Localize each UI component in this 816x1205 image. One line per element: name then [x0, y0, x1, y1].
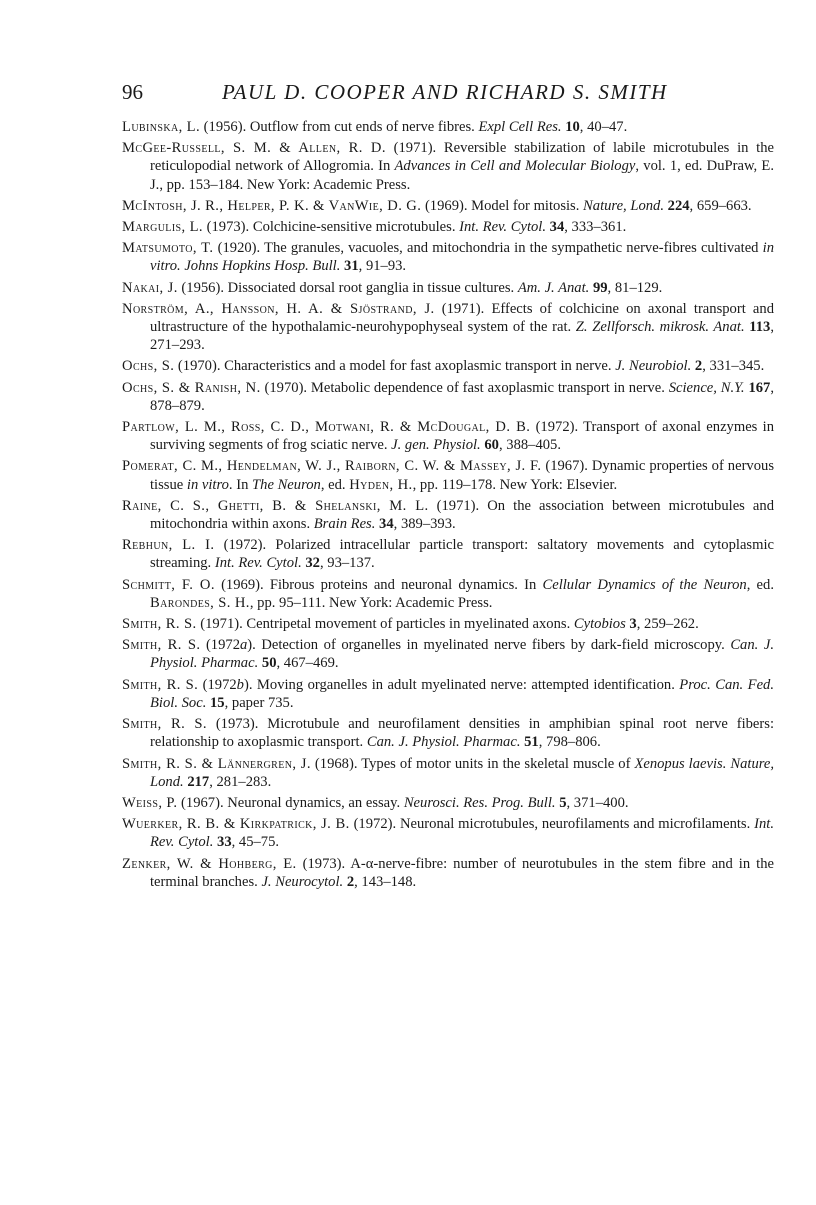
reference-text: (1973). A-α-nerve-fibre: number of neurotubules in the stem fibre and in the terminal branches. [150, 855, 774, 890]
reference-journal: Xenopus laevis. Nature, Lond. [150, 755, 775, 790]
reference-authors: Partlow, L. M., Ross, C. D., Motwani, R. & McDougal, D. B. [122, 419, 531, 436]
reference-authors: Schmitt, F. O. [122, 576, 215, 593]
reference-text: ). Detection of organelles in myelinated nerve fibers by dark-field microscopy. [247, 637, 731, 654]
reference-entry [122, 139, 774, 194]
reference-journal: Int. Rev. Cytol. [150, 816, 774, 851]
reference-text: (1971). Effects of colchicine on axonal transport and ultrastructure of the hypothalamic-neurohypophyseal system of the rat. [150, 300, 774, 336]
reference-text: (1972 [198, 676, 237, 693]
reference-text: (1972). Polarized intracellular particle transport: saltatory movements and cytoplasmic streaming. [150, 537, 774, 572]
reference-journal: Nature, Lond. [583, 197, 664, 214]
reference-journal: Am. J. Anat. [517, 279, 590, 296]
reference-entry [122, 576, 774, 612]
reference-authors: Matsumoto, T. [122, 240, 214, 257]
reference-text: (1970). Metabolic dependence of fast axoplasmic transport in nerve. [260, 379, 669, 396]
reference-authors: Ochs, S. & Ranish, N. [122, 379, 261, 396]
reference-text: , 93–137. [319, 555, 375, 572]
reference-text: , 45–75. [231, 834, 280, 851]
reference-authors: Smith, R. S. [122, 676, 199, 693]
reference-journal: Int. Rev. Cytol. [459, 219, 546, 236]
reference-text: , 40–47. [579, 119, 628, 135]
reference-text: , 659–663. [689, 197, 752, 214]
reference-text: (1971). Reversible stabilization of labile microtubules in the reticulopodial network of Allogromia. In [150, 140, 774, 175]
reference-entry [122, 715, 774, 751]
reference-text: , paper 735. [224, 694, 294, 711]
reference-authors: Nakai, J. [122, 279, 178, 296]
reference-journal: Int. Rev. Cytol. [214, 555, 302, 572]
reference-text: (1971). On the association between microtubules and mitochondria within axons. [150, 497, 774, 533]
reference-journal: Cellular Dynamics of the Neuron [542, 576, 747, 593]
reference-volume: 34 [379, 516, 394, 533]
reference-entry [122, 755, 774, 791]
reference-entry [122, 279, 774, 297]
reference-authors: Zenker, W. & Hohberg, E. [122, 855, 297, 872]
reference-text: (1972). Neuronal microtubules, neurofilaments and microfilaments. [349, 816, 755, 833]
reference-text: (1968). Types of motor units in the skeletal muscle of [310, 755, 635, 772]
reference-text: (1973). Colchicine-sensitive microtubules. [202, 219, 460, 236]
reference-volume: 2 [694, 358, 703, 375]
reference-journal: Neurosci. Res. Prog. Bull. [403, 794, 556, 811]
reference-entry [122, 218, 774, 236]
reference-volume: 60 [484, 437, 499, 454]
reference-authors: Rebhun, L. I. [122, 537, 215, 554]
reference-journal: Z. Zellforsch. mikrosk. Anat. [575, 319, 745, 336]
reference-text: (1920). The granules, vacuoles, and mitochondria in the sympathetic nerve-fibres cultivated [213, 240, 763, 257]
reference-authors: Pomerat, C. M., Hendelman, W. J., Raiborn, C. W. & Massey, J. F. [122, 458, 542, 475]
reference-volume: 33 [217, 834, 232, 851]
reference-text: (1972). Transport of axonal enzymes in surviving segments of frog sciatic nerve. [150, 419, 774, 454]
reference-journal: J. Neurocytol. [261, 873, 344, 890]
reference-journal: Cytobios [573, 616, 626, 633]
running-title: PAUL D. COOPER AND RICHARD S. SMITH [222, 80, 668, 104]
reference-journal: b [236, 676, 244, 693]
reference-journal: Science, N.Y. [668, 379, 745, 396]
reference-text: , 467–469. [276, 655, 339, 672]
reference-volume: 50 [261, 655, 277, 672]
reference-text: ). Moving organelles in adult myelinated nerve: attempted identification. [243, 676, 680, 693]
reference-volume: 217 [187, 773, 210, 790]
reference-text: , 259–262. [636, 616, 699, 633]
reference-text: , 331–345. [702, 358, 765, 375]
reference-text: (1973). Microtubule and neurofilament densities in amphibian spinal root nerve fibers: relationship to axoplasmic transport. [150, 716, 775, 751]
page-number: 96 [122, 80, 143, 104]
reference-text: , 81–129. [607, 279, 663, 296]
reference-journal: in vitro. Johns Hopkins Hosp. Bull. [150, 240, 774, 275]
reference-entry [122, 357, 774, 375]
reference-text: , 143–148. [354, 873, 417, 890]
reference-authors: Norström, A., Hansson, H. A. & Sjöstrand, J. [122, 300, 435, 317]
reference-text: , 878–879. [150, 379, 774, 414]
reference-authors: Smith, R. S. & Lännergren, J. [122, 755, 311, 772]
reference-authors: Smith, R. S. [122, 637, 201, 654]
reference-authors: Wuerker, R. B. & Kirkpatrick, J. B. [122, 816, 350, 833]
reference-text: , 333–361. [564, 219, 627, 236]
reference-volume: 31 [344, 258, 359, 275]
reference-volume: 15 [210, 694, 225, 711]
reference-authors: Margulis, L. [122, 219, 203, 236]
reference-entry [122, 536, 774, 572]
reference-entry [122, 379, 774, 415]
reference-journal: in vitro [186, 476, 229, 493]
reference-volume: 3 [629, 616, 637, 633]
reference-authors: Hyden, H. [349, 476, 413, 493]
reference-list [122, 118, 774, 891]
reference-authors: Raine, C. S., Ghetti, B. & Shelanski, M. L. [122, 497, 429, 514]
reference-journal: Proc. Can. Fed. Biol. Soc. [150, 676, 774, 711]
reference-volume: 5 [559, 794, 567, 811]
reference-authors: Ochs, S. [122, 358, 175, 375]
reference-entry [122, 239, 774, 275]
reference-text: , ed. [320, 476, 350, 493]
reference-journal: Can. J. Physiol. Pharmac. [366, 734, 521, 751]
reference-entry [122, 794, 774, 812]
reference-text: , 371–400. [566, 794, 629, 811]
reference-journal: Brain Res. [313, 516, 376, 533]
reference-journal: Advances in Cell and Molecular Biology [394, 158, 636, 175]
reference-authors: Smith, R. S. [122, 716, 207, 733]
reference-journal: The Neuron [252, 476, 321, 493]
reference-volume: 99 [592, 279, 608, 296]
reference-volume: 224 [667, 197, 690, 214]
reference-entry [122, 676, 774, 712]
reference-authors: McIntosh, J. R., Helper, P. K. & VanWie, D. G. [122, 197, 422, 214]
reference-entry [122, 197, 774, 215]
reference-entry [122, 497, 774, 533]
reference-text: , pp. 95–111. New York: Academic Press. [249, 594, 493, 611]
reference-text: , 388–405. [498, 437, 561, 454]
reference-entry [122, 855, 774, 891]
reference-text: , 271–293. [150, 319, 774, 354]
reference-volume: 10 [565, 119, 580, 135]
reference-volume: 167 [748, 379, 771, 396]
reference-authors: Lubinska, L. [122, 119, 201, 135]
reference-text: . In [228, 476, 253, 493]
reference-text: (1956). Dissociated dorsal root ganglia in tissue cultures. [177, 279, 518, 296]
reference-text: (1969). Fibrous proteins and neuronal dynamics. In [214, 576, 543, 593]
reference-text: (1969). Model for mitosis. [421, 197, 584, 214]
reference-entry [122, 418, 774, 454]
reference-journal: Can. J. Physiol. Pharmac. [150, 637, 774, 672]
reference-text: , pp. 119–178. New York: Elsevier. [412, 476, 618, 493]
reference-volume: 51 [524, 734, 539, 751]
reference-journal: Expl Cell Res. [478, 119, 562, 135]
reference-entry [122, 636, 774, 672]
reference-text: , 798–806. [538, 734, 601, 751]
journal-page [122, 80, 774, 894]
reference-entry [122, 118, 774, 136]
reference-journal: J. Neurobiol. [615, 358, 692, 375]
reference-journal: J. gen. Physiol. [391, 437, 481, 454]
reference-volume: 113 [749, 319, 771, 336]
reference-entry [122, 815, 774, 851]
reference-text: , vol. 1, ed. DuPraw, E. J., pp. 153–184. New York: Academic Press. [150, 158, 774, 193]
reference-text: (1971). Centripetal movement of particles in myelinated axons. [196, 616, 574, 633]
reference-text: , 91–93. [358, 258, 407, 275]
reference-text: (1972 [200, 637, 240, 654]
reference-authors: Smith, R. S. [122, 616, 197, 633]
reference-text: (1967). Dynamic properties of nervous tissue [150, 458, 774, 493]
reference-authors: Barondes, S. H. [150, 594, 250, 611]
reference-text: (1967). Neuronal dynamics, an essay. [177, 794, 404, 811]
reference-text: (1956). Outflow from cut ends of nerve fibres. [200, 119, 479, 135]
reference-volume: 2 [346, 873, 355, 890]
reference-text: , 281–283. [209, 773, 272, 790]
reference-journal: a [240, 637, 248, 654]
reference-authors: Weiss, P. [122, 794, 178, 811]
reference-entry [122, 615, 774, 633]
reference-authors: McGee-Russell, S. M. & Allen, R. D. [122, 140, 386, 157]
reference-volume: 32 [305, 555, 320, 572]
reference-text: (1970). Characteristics and a model for fast axoplasmic transport in nerve. [174, 358, 616, 375]
reference-text: , ed. [746, 576, 774, 593]
running-head [122, 80, 774, 114]
reference-entry [122, 457, 774, 493]
reference-text: , 389–393. [393, 516, 456, 533]
reference-entry [122, 300, 774, 355]
reference-volume: 34 [549, 219, 565, 236]
